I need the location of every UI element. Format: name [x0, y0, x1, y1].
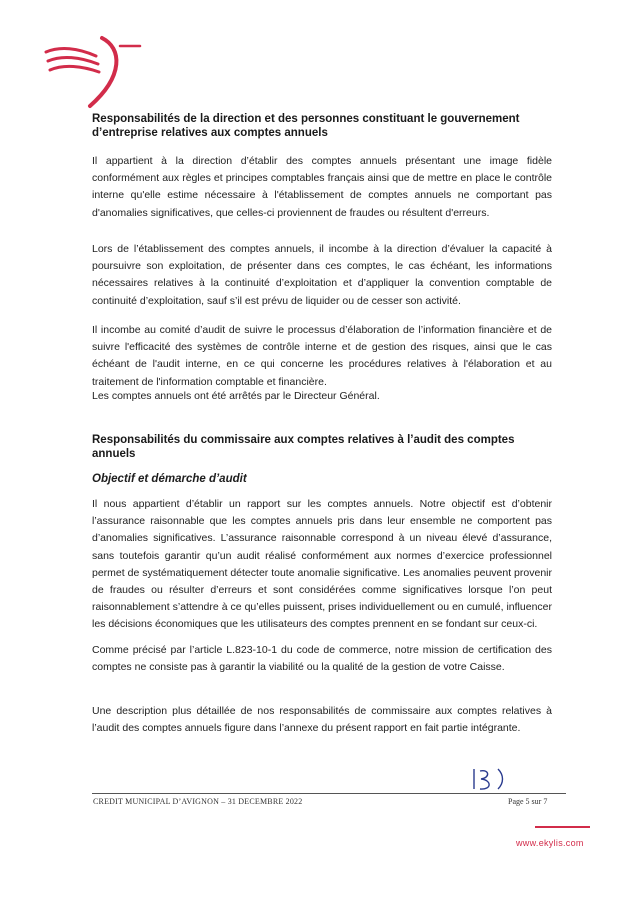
footer-company-date: CREDIT MUNICIPAL D’AVIGNON – 31 DECEMBRE 2022: [93, 797, 303, 806]
ekylis-logo-icon: [38, 34, 148, 114]
subheading-objectif: Objectif et démarche d’audit: [92, 473, 247, 485]
paragraph-direction-2: Lors de l’établissement des comptes annuels, il incombe à la direction d’évaluer la capacité à poursuivre son exploitation, de présenter dans ces comptes, le cas échéant, les informations nécessaires relatives à la continuité d’exploitation et d’appliquer la convention comptable de continuité d’exploitation, sauf s’il est prévu de liquider ou de cesser son activité.: [92, 243, 552, 307]
footer-divider: [92, 793, 566, 794]
signature-initials-icon: [468, 765, 518, 793]
footer-page-number: Page 5 sur 7: [508, 797, 548, 806]
paragraph-commissaire-1: Il nous appartient d’établir un rapport sur les comptes annuels. Notre objectif est d’obtenir l’assurance raisonnable que les comptes annuels pris dans leur ensemble ne comportent pas d’anomalies significatives. L’assurance raisonnable correspond à un niveau élevé d’assurance, sans toutefois garantir qu’un audit réalisé conformément aux normes d’exercice professionnel permet de systématiquement détecter toute anomalie significative. Les anomalies peuvent provenir de fraudes ou résulter d’erreurs et sont considérées comme significatives lorsque l’on peut raisonnablement s’attendre à ce qu’elles puissent, prises individuellement ou en cumulé, influencer les décisions économiques que les utilisateurs des comptes prennent en se fondant sur ceux-ci.: [92, 498, 552, 631]
section-heading-commissaire: Responsabilités du commissaire aux comptes relatives à l’audit des comptes annuels: [92, 434, 515, 460]
paragraph-direction-1: Il appartient à la direction d’établir des comptes annuels présentant une image fidèle conformément aux règles et principes comptables français ainsi que de mettre en place le contrôle interne qu'elle estime nécessaire à l'établissement de comptes annuels ne comportant pas d'anomalies significatives, que celles-ci proviennent de fraudes ou résultent d'erreurs.: [92, 155, 552, 219]
paragraph-direction-3: Il incombe au comité d’audit de suivre le processus d’élaboration de l’information financière et de suivre l'efficacité des systèmes de contrôle interne et de gestion des risques, ainsi que le cas échéant de l'audit interne, en ce qui concerne les procédures relatives à l'élaboration et au traitement de l'information comptable et financière.: [92, 324, 552, 388]
section-heading-direction: Responsabilités de la direction et des personnes constituant le gouvernement d’entreprise relatives aux comptes annuels: [92, 113, 520, 139]
brand-accent-line: [535, 826, 590, 828]
paragraph-direction-4: Les comptes annuels ont été arrêtés par le Directeur Général.: [92, 390, 380, 402]
paragraph-commissaire-3: Une description plus détaillée de nos responsabilités de commissaire aux comptes relatives à l’audit des comptes annuels figure dans l’annexe du présent rapport en fait partie intégrante.: [92, 705, 552, 735]
brand-website-link[interactable]: www.ekylis.com: [516, 838, 584, 848]
paragraph-commissaire-2: Comme précisé par l’article L.823-10-1 du code de commerce, notre mission de certification des comptes ne consiste pas à garantir la viabilité ou la qualité de la gestion de votre Caisse.: [92, 644, 552, 674]
